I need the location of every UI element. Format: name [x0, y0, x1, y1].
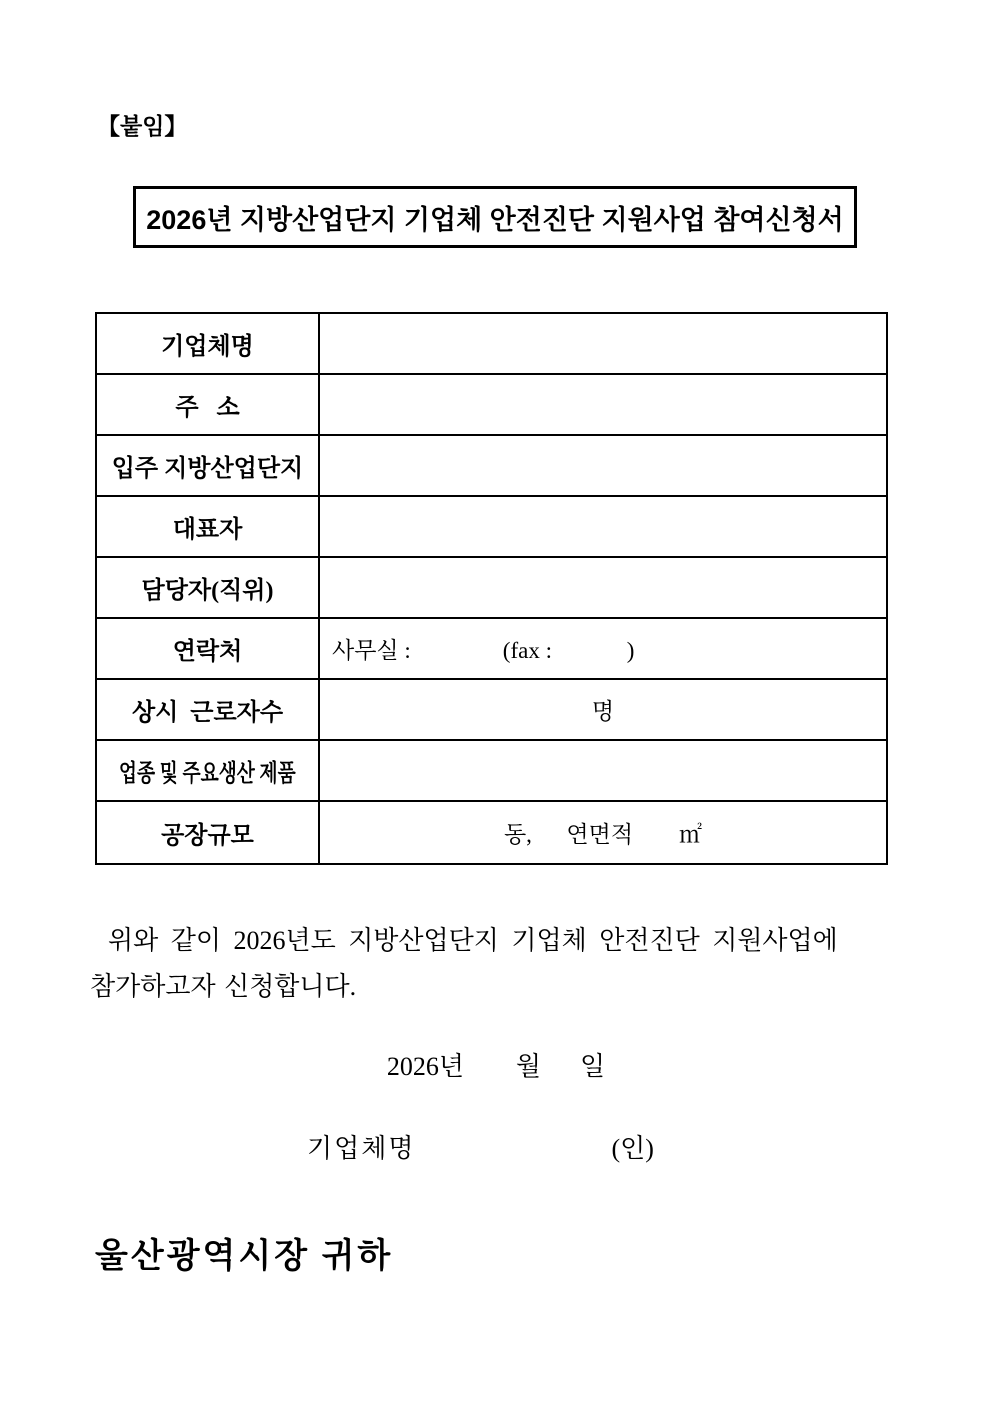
label-company-name: 기업체명	[97, 314, 320, 373]
field-business-type[interactable]	[320, 741, 886, 800]
form-title: 2026년 지방산업단지 기업체 안전진단 지원사업 참여신청서	[146, 204, 844, 235]
recipient-line: 울산광역시장 귀하	[95, 1238, 394, 1275]
table-row-industrial-complex	[97, 436, 886, 497]
field-manager[interactable]	[320, 558, 886, 617]
field-representative[interactable]	[320, 497, 886, 556]
field-address[interactable]	[320, 375, 886, 434]
field-industrial-complex[interactable]	[320, 436, 886, 495]
signature-company-label: 기업체명	[307, 1134, 416, 1163]
statement-line-1: 위와 같이 2026년도 지방산업단지 기업체 안전진단 지원사업에	[108, 926, 838, 955]
table-row-factory-scale	[97, 802, 886, 863]
label-address: 주 소	[97, 375, 320, 434]
table-row-representative	[97, 497, 886, 558]
field-employee-count[interactable]: 명	[591, 699, 615, 724]
table-row-contact	[97, 619, 886, 680]
table-row-company-name	[97, 314, 886, 375]
table-row-address	[97, 375, 886, 436]
signature-line	[307, 1128, 654, 1165]
table-row-manager	[97, 558, 886, 619]
company-info-table	[95, 312, 888, 865]
label-manager: 담당자(직위)	[97, 558, 320, 617]
seal-mark: (인)	[611, 1134, 654, 1163]
attachment-label: 【붙임】	[97, 113, 188, 139]
label-employee-count: 상시 근로자수	[97, 680, 320, 739]
field-company-name[interactable]	[320, 314, 886, 373]
date-line: 2026년 월 일	[386, 1052, 606, 1081]
label-factory-scale: 공장규모	[97, 802, 320, 863]
label-industrial-complex: 입주 지방산업단지	[97, 436, 320, 495]
field-factory-scale[interactable]: 동, 연면적 ㎡	[503, 822, 703, 847]
label-representative: 대표자	[97, 497, 320, 556]
table-row-business-type	[97, 741, 886, 802]
label-business-type: 업종 및 주요생산 제품	[97, 741, 320, 800]
form-title-box	[133, 186, 857, 248]
label-contact: 연락처	[97, 619, 320, 678]
field-contact[interactable]: 사무실 : (fax : )	[332, 638, 635, 663]
application-statement	[90, 918, 908, 1010]
statement-line-2: 참가하고자 신청합니다.	[90, 972, 357, 1001]
table-row-employee-count	[97, 680, 886, 741]
